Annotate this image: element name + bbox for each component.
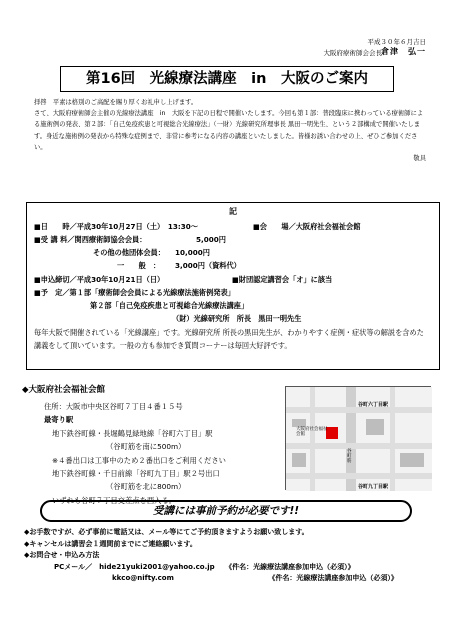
fee-general-label: 一 般 ： bbox=[117, 261, 161, 270]
contact-mobile-email[interactable]: kkco@nifty.com bbox=[112, 574, 174, 583]
venue-info bbox=[44, 400, 284, 507]
organization-name: 大阪府療術師会会長 bbox=[323, 49, 382, 57]
access-line-1-direction: （谷町筋を南に500m） bbox=[106, 442, 186, 452]
speaker-name: （財）光線研究所 所長 黒田一明先生 bbox=[172, 314, 302, 323]
details-heading: 記 bbox=[229, 207, 237, 216]
vertical-road bbox=[390, 387, 395, 491]
venue-heading: ◆大阪府社会福祉会館 bbox=[22, 385, 106, 395]
horizontal-road bbox=[286, 443, 432, 449]
venue-map bbox=[285, 386, 431, 490]
note-cancellation: ◆キャンセルは講習会１週間前までにご連絡願います。 bbox=[24, 539, 197, 548]
vertical-road bbox=[310, 387, 315, 491]
fee-other-label: その他の他団体会員： bbox=[93, 248, 165, 257]
fee-other-value: 10,000円 bbox=[175, 248, 210, 257]
intro-section bbox=[34, 97, 426, 164]
issue-date: 平成３０年６月吉日 bbox=[367, 38, 426, 46]
contact-mobile-subject: 《件名：光線療法講座参加申込（必須）》 bbox=[268, 574, 398, 583]
venue-address: 住所：大阪市中央区谷町７丁目４番１５号 bbox=[44, 402, 183, 411]
program-part-2: 第２部「自己免疫疾患と可視総合光線療法講座」 bbox=[90, 301, 249, 310]
contact-mobile bbox=[24, 573, 434, 585]
map-station-top: 谷町六丁目駅 bbox=[358, 402, 389, 408]
note-contact-heading: ◆お問合せ・申込み方法 bbox=[24, 551, 100, 560]
page-title: 第16回 光線療法講座 in 大阪のご案内 bbox=[86, 71, 368, 87]
access-line-1: 地下鉄谷町線・長堀鶴見緑地線「谷町六丁目」駅 bbox=[52, 428, 213, 438]
venue-access-heading: 最寄り駅 bbox=[44, 415, 74, 425]
event-venue: ■会 場／大阪府社会福祉会館 bbox=[253, 222, 361, 231]
map-station-bottom: 谷町九丁目駅 bbox=[358, 484, 389, 490]
map-venue-label: 大阪府社会福祉会館 bbox=[296, 427, 328, 437]
contact-pc bbox=[24, 562, 434, 574]
accreditation-note: ■財団認定講習会「オ」に該当 bbox=[232, 275, 333, 284]
intro-greeting: 拝啓 平素は格別のご高配を賜り厚くお礼申し上げます。 bbox=[34, 99, 198, 106]
contact-pc-email[interactable]: PCメール／ hide21yuki2001@yahoo.co.jp bbox=[54, 562, 215, 571]
fee-general-value: 3,000円（資料代） bbox=[175, 261, 241, 270]
president-name: 倉津 弘一 bbox=[381, 47, 426, 56]
contact-pc-subject: 《件名：光線療法講座参加申込（必須）》 bbox=[225, 562, 355, 571]
reservation-banner: 受講には事前予約が必要です!! bbox=[152, 505, 300, 517]
access-line-2-direction: （谷町筋を北に800m） bbox=[106, 482, 186, 492]
course-description: 毎年大阪で開催されている「光線講座」です。光線研究所 所長の黒田先生が、わかりやすく症例・症状等の解説を含めた講義をして頂いています。一般の方も参加でき質問コーナーは毎回大好評です。 bbox=[34, 328, 424, 350]
intro-body: さて、大阪府療術師会主催の光線療法講座 in 大阪を下記の日程で開催いたします。今回も第１部：普段臨床に携わっている療術師による施術例の発表、第２部：「自己免疫疾患と可視総合光線療法」（一財）光線研究所理事長 黒田一明先生、という２部構成で開催いたします。身近な施術例の発表から特殊な症例まで、非常に参考になる内容の講座といたしました。皆様お誘い合わせの上、ぜひご参加ください。 bbox=[34, 110, 424, 151]
access-line-3: いずれも谷町７丁目交差点を西入る。 bbox=[52, 495, 177, 505]
note-reservation: ◆お手数ですが、必ず事前に電話又は、メール等にてご予約頂きますようお願い致します。 bbox=[24, 528, 309, 536]
event-date: ■日 時／平成30年10月27日（土） 13:30～ bbox=[34, 222, 198, 231]
access-line-1-note: ※４番出口は工事中のため２番出口をご利用ください bbox=[52, 455, 226, 465]
program-part-1: ■予 定／第１部「療術師会会員による光線療法施術例発表」 bbox=[34, 288, 235, 297]
horizontal-road bbox=[286, 473, 432, 479]
fee-member-value: 5,000円 bbox=[196, 235, 226, 244]
application-deadline: ■申込締切／平成30年10月21日（日） bbox=[34, 275, 165, 284]
access-line-2: 地下鉄谷町線・千日前線「谷町九丁目」駅２号出口 bbox=[52, 469, 220, 479]
notes-section bbox=[24, 527, 434, 585]
map-street-label: 谷町筋 bbox=[347, 449, 352, 464]
fee-member-label: ■受 講 料／関西療術師協会会員： bbox=[34, 235, 147, 244]
intro-closing: 敬具 bbox=[413, 155, 426, 163]
